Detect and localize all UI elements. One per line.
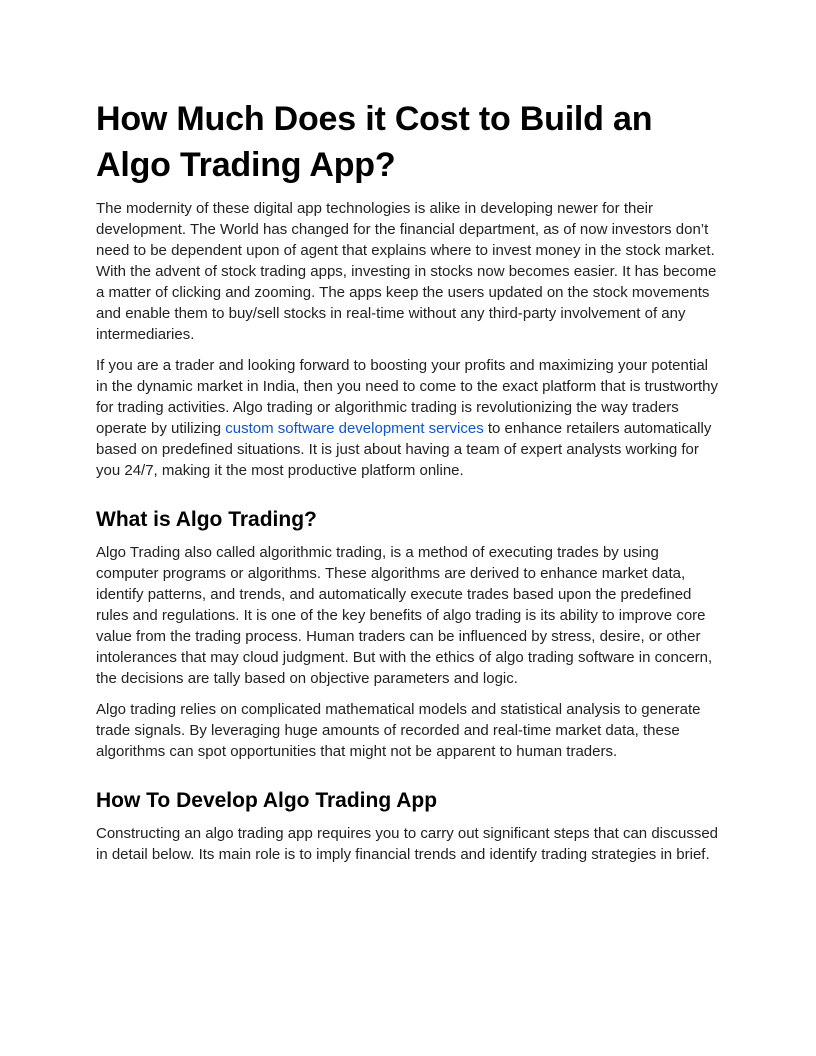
- section2-paragraph-1: Constructing an algo trading app requires you to carry out significant steps that can discussed in detail below. Its main role is to imply financial trends and identify trading strategies in brief.: [96, 825, 719, 863]
- intro-paragraph-2-text-end: to enhance retailers automatically based on predefined situations. It is just about having a team of expert analysts working for you 24/7, making it the most productive platform online.: [96, 420, 712, 479]
- section1-paragraph-1: Algo Trading also called algorithmic trading, is a method of executing trades by using computer programs or algorithms. These algorithms are derived to enhance market data, identify patterns, and trends, and automatically execute trades based upon the predefined rules and regulations. It is one of the key benefits of algo trading is its ability to improve core value from the trading process. Human traders can be influenced by stress, desire, or other intolerances that may cloud judgment. But with the ethics of algo trading software in concern, the decisions are tally based on objective parameters and logic.: [96, 544, 713, 687]
- intro-paragraph-2: [96, 355, 720, 481]
- intro-paragraph-1: The modernity of these digital app technologies is alike in developing newer for their development. The World has changed for the financial department, as of now investors don’t need to be dependent upon of agent that explains where to invest money in the stock market. With the advent of stock trading apps, investing in stocks now becomes easier. It has become a matter of clicking and zooming. The apps keep the users updated on the stock movements and enable them to buy/sell stocks in real-time without any third-party involvement of any intermediaries.: [96, 200, 717, 343]
- custom-software-development-link[interactable]: custom software development services: [225, 420, 484, 437]
- section-heading-how-to-develop: How To Develop Algo Trading App: [96, 789, 438, 812]
- section1-paragraph-2: Algo trading relies on complicated mathematical models and statistical analysis to generate trade signals. By leveraging huge amounts of recorded and real-time market data, these algorithms can spot opportunities that might not be apparent to human traders.: [96, 701, 701, 760]
- page-title: How Much Does it Cost to Build an Algo Trading App?: [96, 100, 653, 184]
- intro-paragraph-2-text-start: If you are a trader and looking forward to boosting your profits and maximizing your potential in the dynamic market in India, then you need to come to the exact platform that is trustworthy for trading activities. Algo trading or algorithmic trading is revolutionizing the way traders operate by utilizing: [96, 357, 718, 437]
- section-heading-what-is-algo-trading: What is Algo Trading?: [96, 508, 317, 531]
